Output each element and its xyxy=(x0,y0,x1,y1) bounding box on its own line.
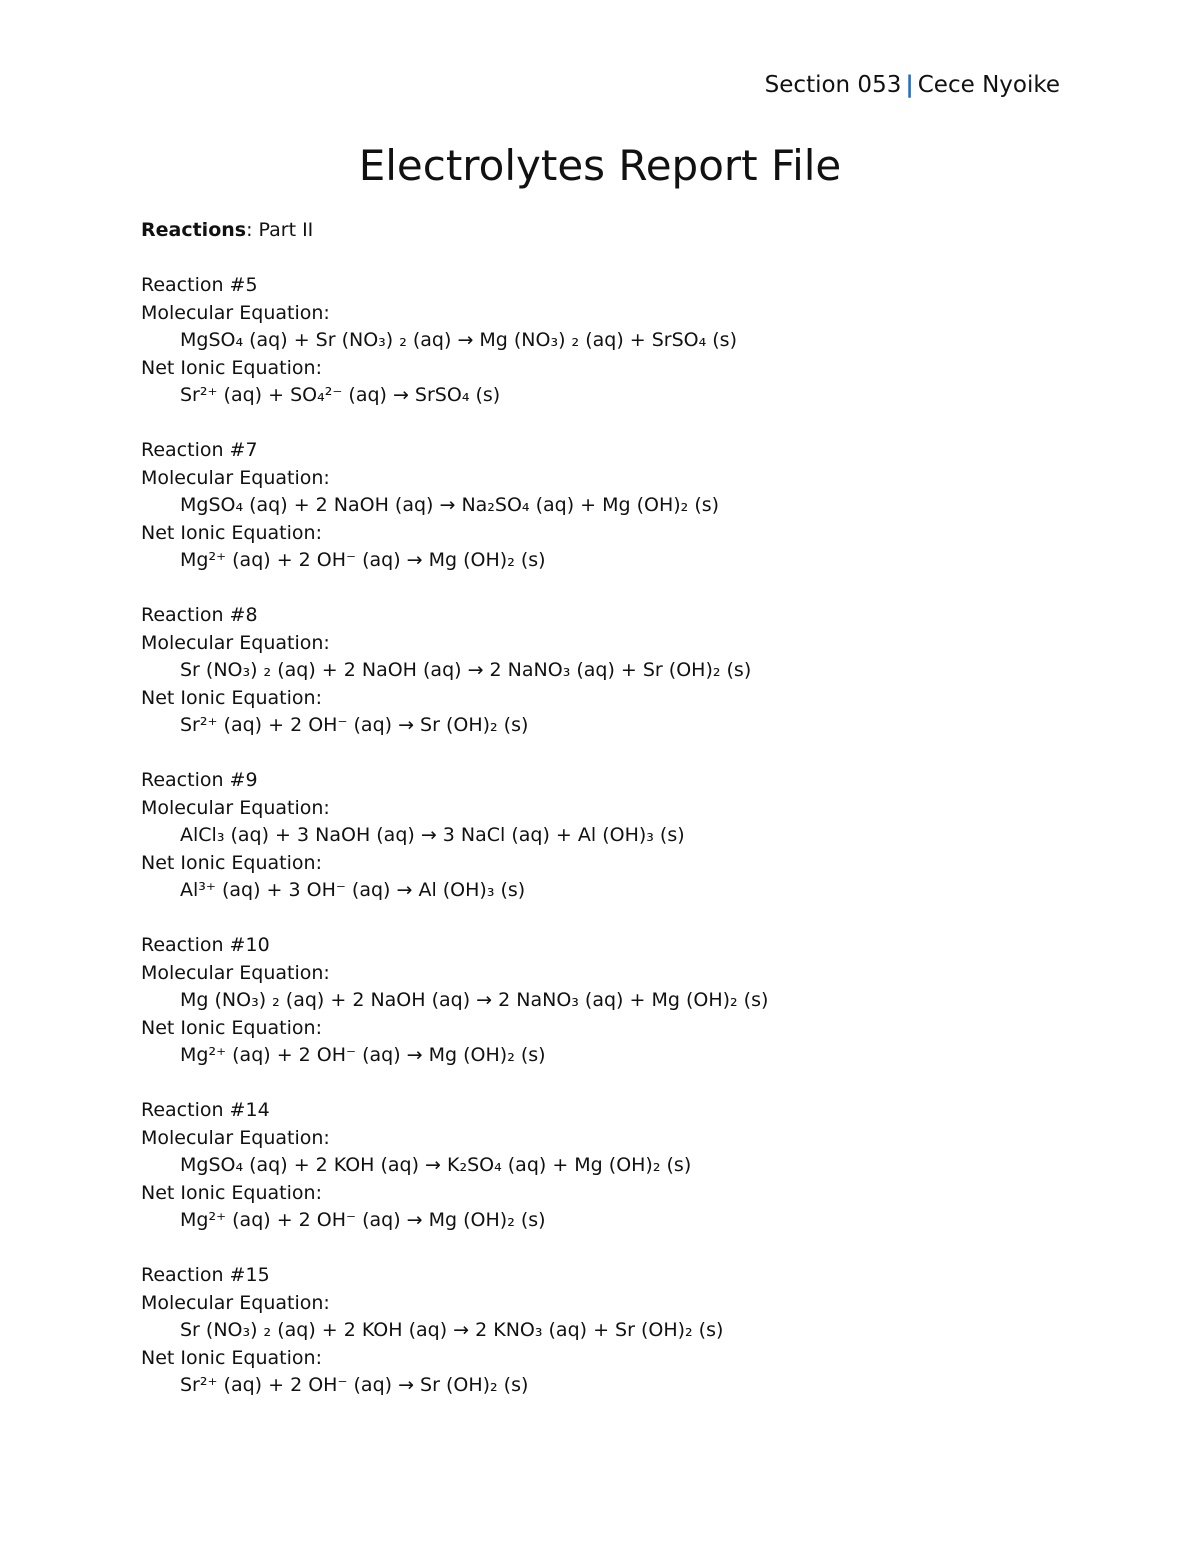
molecular-equation-label: Molecular Equation: xyxy=(141,796,330,819)
section-heading-label: Reactions xyxy=(141,219,247,241)
section-number: Section 053 xyxy=(764,72,902,98)
reaction-title: Reaction #14 xyxy=(141,1099,270,1121)
reaction-block xyxy=(141,1262,1101,1400)
molecular-equation-label: Molecular Equation: xyxy=(141,961,330,984)
molecular-equation: MgSO₄ (aq) + 2 KOH (aq) → K₂SO₄ (aq) + Mg (OH)₂ (s) xyxy=(180,1154,692,1176)
net-ionic-equation: Al³⁺ (aq) + 3 OH⁻ (aq) → Al (OH)₃ (s) xyxy=(180,879,526,901)
net-ionic-equation-label: Net Ionic Equation: xyxy=(141,356,322,379)
section-heading xyxy=(141,217,1101,245)
net-ionic-equation-label: Net Ionic Equation: xyxy=(141,1016,322,1039)
molecular-equation: MgSO₄ (aq) + Sr (NO₃) ₂ (aq) → Mg (NO₃) ₂ (aq) + SrSO₄ (s) xyxy=(180,329,737,351)
net-ionic-equation-label: Net Ionic Equation: xyxy=(141,851,322,874)
molecular-equation-label: Molecular Equation: xyxy=(141,466,330,489)
net-ionic-equation: Mg²⁺ (aq) + 2 OH⁻ (aq) → Mg (OH)₂ (s) xyxy=(180,549,546,571)
net-ionic-equation-label: Net Ionic Equation: xyxy=(141,1181,322,1204)
reaction-title: Reaction #5 xyxy=(141,274,258,296)
reaction-block xyxy=(141,602,1101,740)
molecular-equation: Sr (NO₃) ₂ (aq) + 2 NaOH (aq) → 2 NaNO₃ (aq) + Sr (OH)₂ (s) xyxy=(180,659,752,681)
net-ionic-equation: Sr²⁺ (aq) + 2 OH⁻ (aq) → Sr (OH)₂ (s) xyxy=(180,714,529,736)
reaction-title: Reaction #9 xyxy=(141,769,258,791)
molecular-equation: MgSO₄ (aq) + 2 NaOH (aq) → Na₂SO₄ (aq) + Mg (OH)₂ (s) xyxy=(180,494,720,516)
molecular-equation-label: Molecular Equation: xyxy=(141,301,330,324)
reaction-title: Reaction #10 xyxy=(141,934,270,956)
page-header xyxy=(765,68,1060,102)
net-ionic-equation: Mg²⁺ (aq) + 2 OH⁻ (aq) → Mg (OH)₂ (s) xyxy=(180,1044,546,1066)
net-ionic-equation: Mg²⁺ (aq) + 2 OH⁻ (aq) → Mg (OH)₂ (s) xyxy=(180,1209,546,1231)
molecular-equation: Sr (NO₃) ₂ (aq) + 2 KOH (aq) → 2 KNO₃ (aq) + Sr (OH)₂ (s) xyxy=(180,1319,724,1341)
net-ionic-equation: Sr²⁺ (aq) + SO₄²⁻ (aq) → SrSO₄ (s) xyxy=(180,384,501,406)
author-name: Cece Nyoike xyxy=(917,72,1060,98)
reaction-block xyxy=(141,932,1101,1070)
reaction-block xyxy=(141,767,1101,905)
molecular-equation-label: Molecular Equation: xyxy=(141,1291,330,1314)
document-body xyxy=(141,217,1101,1427)
reaction-block xyxy=(141,437,1101,575)
reaction-block xyxy=(141,1097,1101,1235)
reaction-block xyxy=(141,272,1101,410)
net-ionic-equation-label: Net Ionic Equation: xyxy=(141,686,322,709)
section-heading-rest: : Part II xyxy=(246,219,314,241)
net-ionic-equation: Sr²⁺ (aq) + 2 OH⁻ (aq) → Sr (OH)₂ (s) xyxy=(180,1374,529,1396)
reaction-title: Reaction #15 xyxy=(141,1264,270,1286)
net-ionic-equation-label: Net Ionic Equation: xyxy=(141,1346,322,1369)
molecular-equation-label: Molecular Equation: xyxy=(141,631,330,654)
header-separator: | xyxy=(905,72,914,98)
reaction-title: Reaction #8 xyxy=(141,604,258,626)
molecular-equation-label: Molecular Equation: xyxy=(141,1126,330,1149)
molecular-equation: Mg (NO₃) ₂ (aq) + 2 NaOH (aq) → 2 NaNO₃ (aq) + Mg (OH)₂ (s) xyxy=(180,989,769,1011)
net-ionic-equation-label: Net Ionic Equation: xyxy=(141,521,322,544)
page-title: Electrolytes Report File xyxy=(358,141,842,190)
molecular-equation: AlCl₃ (aq) + 3 NaOH (aq) → 3 NaCl (aq) + Al (OH)₃ (s) xyxy=(180,824,685,846)
reaction-title: Reaction #7 xyxy=(141,439,258,461)
